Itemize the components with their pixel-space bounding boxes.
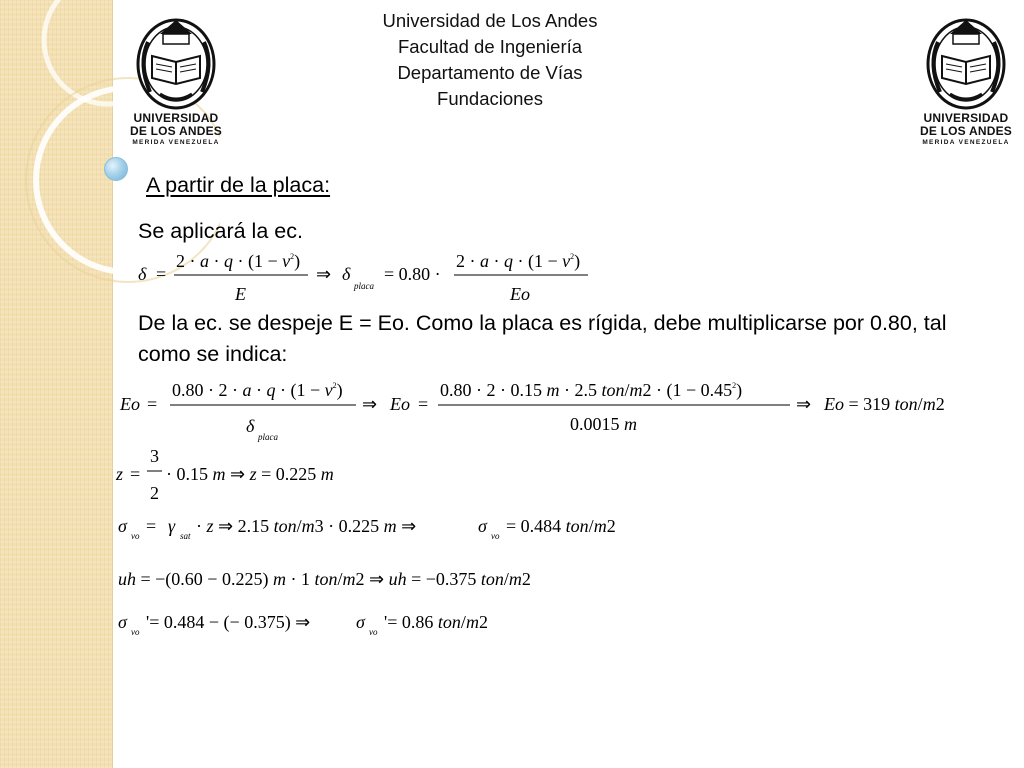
svg-text:'= 0.484 − (− 0.375) ⇒: '= 0.484 − (− 0.375) ⇒ bbox=[146, 612, 311, 632]
equation-4 bbox=[118, 516, 616, 541]
header-university: Universidad de Los Andes bbox=[382, 10, 598, 31]
equation-1 bbox=[138, 251, 588, 304]
svg-text:=: = bbox=[130, 464, 141, 484]
svg-text:σ: σ bbox=[118, 516, 127, 536]
svg-text:2 · a · q · (1 − ν2): $2 \cdot a \cdot q \cdot (1 - \nu^2)$ bbox=[456, 251, 581, 271]
svg-text:0.80 · 2 · a · q · (1 − ν2): $0.80 \cdot 2 \cdot a \cdot q \cdot (1 - \nu^2)$ bbox=[172, 380, 343, 400]
svg-text:γ: γ bbox=[168, 516, 176, 536]
equation-5 bbox=[118, 569, 531, 590]
logo-word-merida: MERIDA VENEZUELA bbox=[132, 139, 220, 146]
paragraph-apply-equation: Se aplicará la ec. bbox=[138, 219, 303, 243]
header-course: Fundaciones bbox=[437, 88, 543, 109]
svg-text:E: E bbox=[235, 284, 246, 304]
svg-text:δ: δ bbox=[246, 416, 255, 436]
svg-text:2: 2 bbox=[150, 483, 159, 503]
svg-text:σ: σ bbox=[356, 612, 365, 632]
svg-text:vo: vo bbox=[491, 531, 500, 541]
paragraph-explanation: De la ec. se despeje E = Eo. Como la placa es rígida, debe multiplicarse por 0.80, tal como se indica: bbox=[138, 311, 947, 366]
svg-text:=: = bbox=[418, 394, 429, 414]
svg-text:Eo: Eo bbox=[390, 394, 410, 414]
svg-text:z: z bbox=[116, 464, 124, 484]
svg-text:σ: σ bbox=[118, 612, 127, 632]
equation-6 bbox=[118, 612, 488, 637]
logo-word-university: UNIVERSIDAD bbox=[133, 111, 219, 125]
svg-text:Eo = 319 ton/m2: Eo = 319 ton/m2 bbox=[824, 394, 945, 414]
svg-text:placa: placa bbox=[354, 281, 374, 291]
svg-text:δ: δ bbox=[138, 264, 147, 284]
svg-text:Eo: Eo bbox=[510, 284, 530, 304]
svg-text:=: = bbox=[146, 516, 157, 536]
logo-word-merida: MERIDA VENEZUELA bbox=[922, 139, 1010, 146]
svg-text:vo: vo bbox=[369, 627, 378, 637]
svg-text:⇒: ⇒ bbox=[316, 264, 332, 284]
logo-word-de-los-andes: DE LOS ANDES bbox=[920, 124, 1012, 138]
svg-text:Eo: Eo bbox=[120, 394, 140, 414]
svg-text:= 0.484 ton/m2: = 0.484 ton/m2 bbox=[506, 516, 616, 536]
svg-text:⇒: ⇒ bbox=[362, 394, 378, 414]
svg-text:· z ⇒ 2.15 ton/m3 · 0.225 m ⇒: · z ⇒ 2.15 ton/m3 · 0.225 m ⇒ bbox=[196, 516, 417, 536]
svg-text:vo: vo bbox=[131, 531, 140, 541]
section-subtitle: A partir de la placa: bbox=[146, 173, 331, 197]
svg-text:0.0015 m: 0.0015 m bbox=[570, 414, 637, 434]
logo-word-university: UNIVERSIDAD bbox=[923, 111, 1009, 125]
svg-text:· 0.15 m ⇒ z = 0.225 m: · 0.15 m ⇒ z = 0.225 m bbox=[166, 464, 334, 484]
svg-text:= 0.80 ·: = 0.80 · bbox=[384, 264, 441, 284]
svg-text:δ: δ bbox=[342, 264, 351, 284]
svg-text:3: 3 bbox=[150, 446, 159, 466]
svg-text:'= 0.86 ton/m2: '= 0.86 ton/m2 bbox=[384, 612, 488, 632]
svg-text:⇒: ⇒ bbox=[796, 394, 812, 414]
svg-text:vo: vo bbox=[131, 627, 140, 637]
logo-word-de-los-andes: DE LOS ANDES bbox=[130, 124, 222, 138]
svg-text:=: = bbox=[147, 394, 158, 414]
svg-text:uh = −(0.60 − 0.225) m · 1 ton: uh = −(0.60 − 0.225) m · 1 ton/m2 ⇒ uh = −0.375 ton/m2 bbox=[118, 569, 531, 589]
svg-text:0.80 · 2 · 0.15 m · 2.5 ton/m2: 0.80 · 2 · 0.15 m · 2.5 $ton/m2 \cdot (1 - 0.45^2)$ bbox=[440, 380, 743, 400]
equation-2 bbox=[119, 380, 945, 442]
header-faculty: Facultad de Ingeniería bbox=[397, 36, 583, 57]
equation-3 bbox=[115, 446, 334, 503]
svg-text:sat: sat bbox=[180, 531, 191, 541]
header-department: Departamento de Vías bbox=[397, 62, 583, 83]
svg-text:=: = bbox=[156, 264, 167, 284]
svg-text:placa: placa bbox=[258, 432, 278, 442]
svg-text:2 · a · q · (1 − ν2): $2 \cdot a \cdot q \cdot (1 - \nu^2)$ bbox=[176, 251, 301, 271]
svg-text:σ: σ bbox=[478, 516, 487, 536]
